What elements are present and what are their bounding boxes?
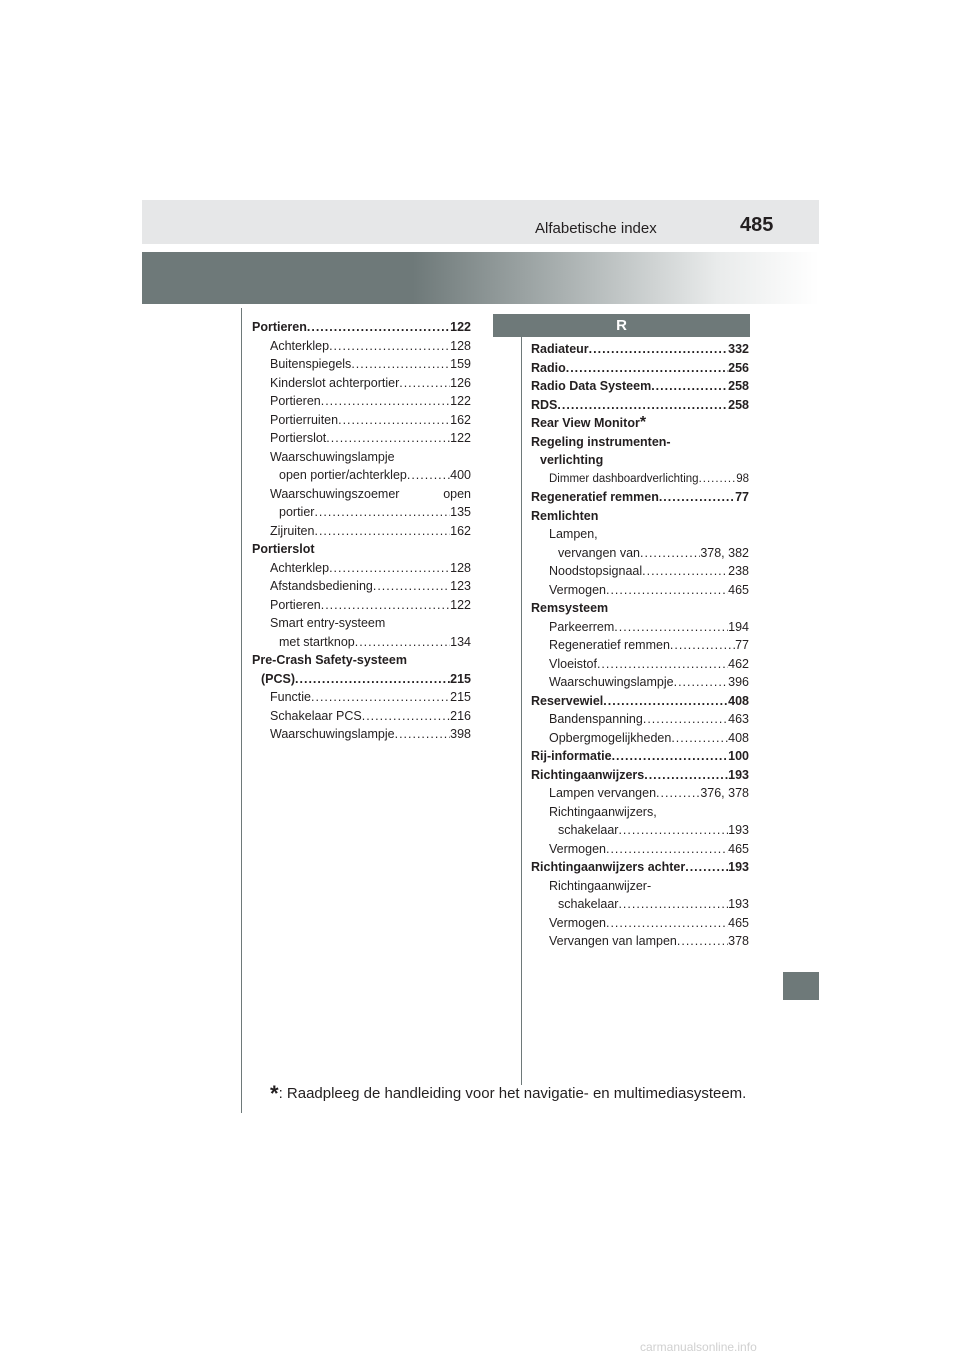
index-entry-label: Dimmer dashboardverlichting (549, 472, 699, 485)
index-entry[interactable] (531, 821, 749, 840)
index-entry-label: Pre-Crash Safety-systeem (252, 653, 407, 667)
index-entry-label: Zijruiten (270, 523, 315, 538)
index-entry-label: Portierslot (270, 431, 327, 445)
index-entry-label: Parkeerrem (549, 619, 615, 634)
index-column-right (531, 340, 749, 951)
dot-leader (651, 377, 728, 396)
index-entry-page: 396 (728, 675, 749, 689)
dot-leader (351, 355, 450, 374)
dot-leader (314, 503, 450, 522)
left-column-rule (241, 308, 242, 1113)
index-entry-page: 134 (450, 634, 471, 649)
index-entry-label: Achterklep (270, 560, 330, 575)
dot-leader (674, 673, 729, 692)
dot-leader (295, 670, 450, 689)
section-title: Alfabetische index (535, 220, 657, 237)
dot-leader (597, 655, 728, 674)
dot-leader (606, 581, 728, 600)
index-entry[interactable] (531, 710, 749, 729)
dot-leader (307, 318, 450, 337)
index-entry[interactable] (531, 914, 749, 933)
dot-leader (321, 596, 450, 615)
index-entry-page: 378, 382 (700, 545, 749, 560)
index-entry-label: portier (279, 505, 315, 519)
index-entry-label: Richtingaanwijzers (531, 767, 645, 782)
index-entry-page: 376, 378 (700, 786, 749, 800)
dot-leader (314, 522, 450, 541)
index-entry-label: Portierslot (252, 542, 315, 556)
index-entry-label: Regeling instrumenten- (531, 434, 671, 449)
index-entry[interactable] (531, 433, 749, 452)
index-entry[interactable] (252, 392, 471, 411)
dot-leader (603, 692, 728, 711)
dot-leader (557, 396, 728, 415)
index-entry[interactable] (252, 466, 471, 485)
index-entry-page: 465 (728, 582, 749, 597)
index-entry-page: 122 (450, 597, 471, 612)
dot-leader (643, 710, 728, 729)
dot-leader (311, 688, 450, 707)
footnote-text: : Raadpleeg de handleiding voor het navigatie- en multimediasysteem. (278, 1085, 747, 1102)
index-entry-label: open portier/achterklep (279, 468, 407, 482)
dot-leader (407, 466, 450, 485)
index-entry[interactable] (252, 337, 471, 356)
index-entry-label: Remlichten (531, 508, 599, 523)
index-entry[interactable] (531, 636, 749, 655)
index-entry[interactable] (252, 688, 471, 707)
index-entry-page: 216 (450, 708, 471, 723)
index-entry[interactable] (252, 503, 471, 522)
index-entry-label: Lampen vervangen (549, 786, 657, 800)
index-entry[interactable] (531, 618, 749, 637)
index-entry-page: 463 (728, 712, 749, 726)
index-entry[interactable] (531, 840, 749, 859)
dot-leader (589, 340, 728, 359)
watermark: carmanualsonline.info (640, 1340, 757, 1354)
index-entry-label: Remsysteem (531, 601, 609, 615)
dot-leader (399, 374, 450, 393)
index-entry-page: 122 (450, 431, 471, 445)
index-column-left (252, 318, 471, 744)
index-entry-label: Smart entry-systeem (270, 616, 386, 630)
index-entry-label: Kinderslot achterportier (270, 375, 400, 390)
dot-leader (329, 337, 450, 356)
index-entry[interactable] (531, 562, 749, 581)
index-entry-page: 77 (735, 490, 749, 504)
index-entry-page: 162 (450, 523, 471, 538)
dot-leader (326, 429, 450, 448)
index-entry-label: Achterklep (270, 338, 330, 353)
index-entry-page: 258 (728, 397, 749, 412)
index-entry-page: 159 (450, 357, 471, 371)
index-entry-label: Vermogen (549, 841, 606, 856)
index-entry-page: 398 (450, 727, 471, 741)
index-entry[interactable] (531, 692, 749, 711)
index-entry-page: 408 (728, 730, 749, 745)
dot-leader (659, 488, 735, 507)
dot-leader (618, 821, 728, 840)
index-entry-page: 215 (450, 671, 471, 686)
index-entry-page: 378 (728, 934, 749, 948)
chapter-thumb-tab[interactable] (783, 972, 819, 1000)
index-entry-label: Vervangen van lampen (549, 934, 677, 948)
index-entry-page: 215 (450, 690, 471, 704)
index-entry[interactable] (252, 374, 471, 393)
index-entry-label: Richtingaanwijzers achter (531, 860, 686, 874)
index-entry[interactable] (531, 377, 749, 396)
index-entry[interactable] (531, 507, 749, 526)
index-entry[interactable] (252, 318, 471, 337)
index-entry-page: 465 (728, 915, 749, 930)
index-entry[interactable] (531, 396, 749, 415)
dot-leader (612, 747, 729, 766)
index-entry[interactable] (531, 932, 749, 951)
index-entry-label: Portieren (270, 597, 321, 612)
dot-leader (685, 858, 728, 877)
index-entry[interactable] (531, 673, 749, 692)
index-entry-page: 332 (728, 342, 749, 356)
index-entry[interactable] (252, 355, 471, 374)
dot-leader (355, 633, 450, 652)
index-entry[interactable] (252, 614, 471, 633)
index-entry-label: Vermogen (549, 582, 606, 597)
dot-leader (338, 411, 450, 430)
index-entry-page: 194 (728, 619, 749, 634)
index-entry-label: RDS (531, 397, 558, 412)
index-entry-page: 193 (728, 860, 749, 874)
index-entry-label: Radio (531, 360, 566, 375)
section-letter-r: R (493, 314, 750, 337)
index-entry-label: Waarschuwingszoemer (270, 486, 400, 501)
index-entry[interactable] (252, 707, 471, 726)
dot-leader (566, 359, 728, 378)
index-entry-label: met startknop (279, 634, 355, 649)
index-entry-label: Noodstopsignaal (549, 564, 643, 578)
index-entry[interactable] (531, 599, 749, 618)
index-entry[interactable] (531, 470, 749, 489)
dot-leader (606, 840, 728, 859)
index-entry[interactable] (252, 411, 471, 430)
index-entry-label: Radio Data Systeem (531, 379, 652, 393)
index-entry-page: 98 (736, 472, 749, 485)
dot-leader (329, 559, 450, 578)
index-entry[interactable] (252, 485, 471, 504)
index-entry-label: schakelaar (558, 897, 619, 911)
index-entry-label: Portieren (252, 320, 307, 334)
index-entry-label: Regeneratief remmen (531, 490, 659, 504)
index-entry-page: 193 (728, 897, 749, 911)
index-entry-label: Waarschuwingslampje (270, 727, 395, 741)
index-entry-label: Schakelaar PCS (270, 708, 362, 723)
index-entry-label: Richtingaanwijzer- (549, 878, 652, 893)
index-entry-page: 123 (450, 579, 471, 593)
dot-leader (373, 577, 450, 596)
index-entry-page: 258 (728, 379, 749, 393)
index-entry-label: Bandenspanning (549, 712, 643, 726)
index-entry[interactable] (531, 858, 749, 877)
index-entry[interactable] (531, 340, 749, 359)
index-entry-page: 462 (728, 656, 749, 671)
index-entry-page: 162 (450, 412, 471, 427)
index-entry-label: (PCS) (261, 671, 296, 686)
dot-leader (656, 784, 700, 803)
index-entry-label: Regeneratief remmen (549, 638, 670, 652)
index-entry-label: Portierruiten (270, 412, 339, 427)
index-entry[interactable] (252, 448, 471, 467)
index-entry-page: 193 (728, 767, 749, 782)
index-entry-page: 128 (450, 560, 471, 575)
index-entry[interactable] (531, 747, 749, 766)
index-entry-page: 135 (450, 505, 471, 519)
index-entry-label: Vloeistof (549, 656, 597, 671)
index-entry[interactable] (531, 895, 749, 914)
dot-leader (606, 914, 728, 933)
index-entry[interactable] (531, 766, 749, 785)
index-entry[interactable] (252, 596, 471, 615)
dot-leader (699, 470, 737, 489)
index-entry-label: Opbergmogelijkheden (549, 730, 672, 745)
index-entry[interactable] (252, 559, 471, 578)
index-entry-label: vervangen van (558, 545, 641, 560)
dot-leader (642, 562, 728, 581)
index-entry[interactable] (531, 729, 749, 748)
index-entry[interactable] (252, 429, 471, 448)
index-entry-label: Waarschuwingslampje (270, 449, 395, 464)
index-entry[interactable] (531, 581, 749, 600)
dot-leader (670, 636, 735, 655)
dot-leader (618, 895, 728, 914)
index-entry-page: 77 (735, 638, 749, 652)
index-entry[interactable] (531, 525, 749, 544)
index-entry[interactable] (531, 451, 749, 470)
index-entry-label: Waarschuwingslampje (549, 675, 674, 689)
dot-leader (321, 392, 450, 411)
middle-column-rule (521, 320, 522, 1085)
index-entry-label: Reservewiel (531, 693, 604, 708)
index-entry[interactable] (252, 651, 471, 670)
index-entry[interactable] (252, 577, 471, 596)
index-entry-page: 408 (728, 693, 749, 708)
dot-leader (640, 544, 700, 563)
index-entry-label: Portieren (270, 394, 321, 408)
index-entry-label: schakelaar (558, 823, 619, 837)
index-entry-label: Rij-informatie (531, 749, 612, 763)
page-number: 485 (740, 214, 774, 236)
index-entry-page: 122 (450, 320, 471, 334)
index-entry[interactable] (531, 784, 749, 803)
dot-leader (677, 932, 728, 951)
index-entry-label: Afstandsbediening (270, 579, 373, 593)
index-entry-page: 128 (450, 338, 471, 353)
dot-leader (671, 729, 728, 748)
index-entry[interactable] (252, 522, 471, 541)
index-entry[interactable] (252, 540, 471, 559)
index-entry-label: Lampen, (549, 527, 598, 541)
index-entry[interactable] (252, 725, 471, 744)
index-entry-label: Buitenspiegels (270, 357, 352, 371)
dot-leader (395, 725, 451, 744)
dot-leader (644, 766, 728, 785)
header-gradient-bar (142, 252, 819, 304)
index-entry[interactable] (531, 488, 749, 507)
index-entry-page: 193 (728, 823, 749, 837)
index-entry-label: Functie (270, 690, 311, 704)
index-entry[interactable] (252, 670, 471, 689)
index-entry[interactable] (531, 655, 749, 674)
index-entry-label: verlichting (540, 453, 604, 467)
index-entry-label: Radiateur (531, 342, 589, 356)
index-entry-page: 256 (728, 360, 749, 375)
index-entry-page: 100 (728, 749, 749, 763)
index-entry-label: Vermogen (549, 915, 606, 930)
index-entry-page: 122 (450, 394, 471, 408)
footnote-star: * (270, 1081, 279, 1106)
index-entry-page: 400 (450, 468, 471, 482)
index-entry-label: Richtingaanwijzers, (549, 804, 657, 819)
index-entry[interactable]: Rear View Monitor * (531, 414, 647, 431)
index-entry-page: 465 (728, 841, 749, 856)
index-entry-page: 238 (728, 564, 749, 578)
index-entry[interactable] (531, 544, 749, 563)
index-entry[interactable] (531, 803, 749, 822)
index-entry[interactable] (531, 359, 749, 378)
dot-leader (362, 707, 450, 726)
footnote (270, 1081, 746, 1107)
index-entry-label: Rear View Monitor (531, 416, 640, 430)
header-band (142, 200, 819, 244)
index-entry[interactable] (252, 633, 471, 652)
index-entry[interactable] (531, 877, 749, 896)
index-entry-page: 126 (450, 375, 471, 390)
dot-leader (614, 618, 728, 637)
index-entry-label-continued: open (443, 486, 471, 501)
